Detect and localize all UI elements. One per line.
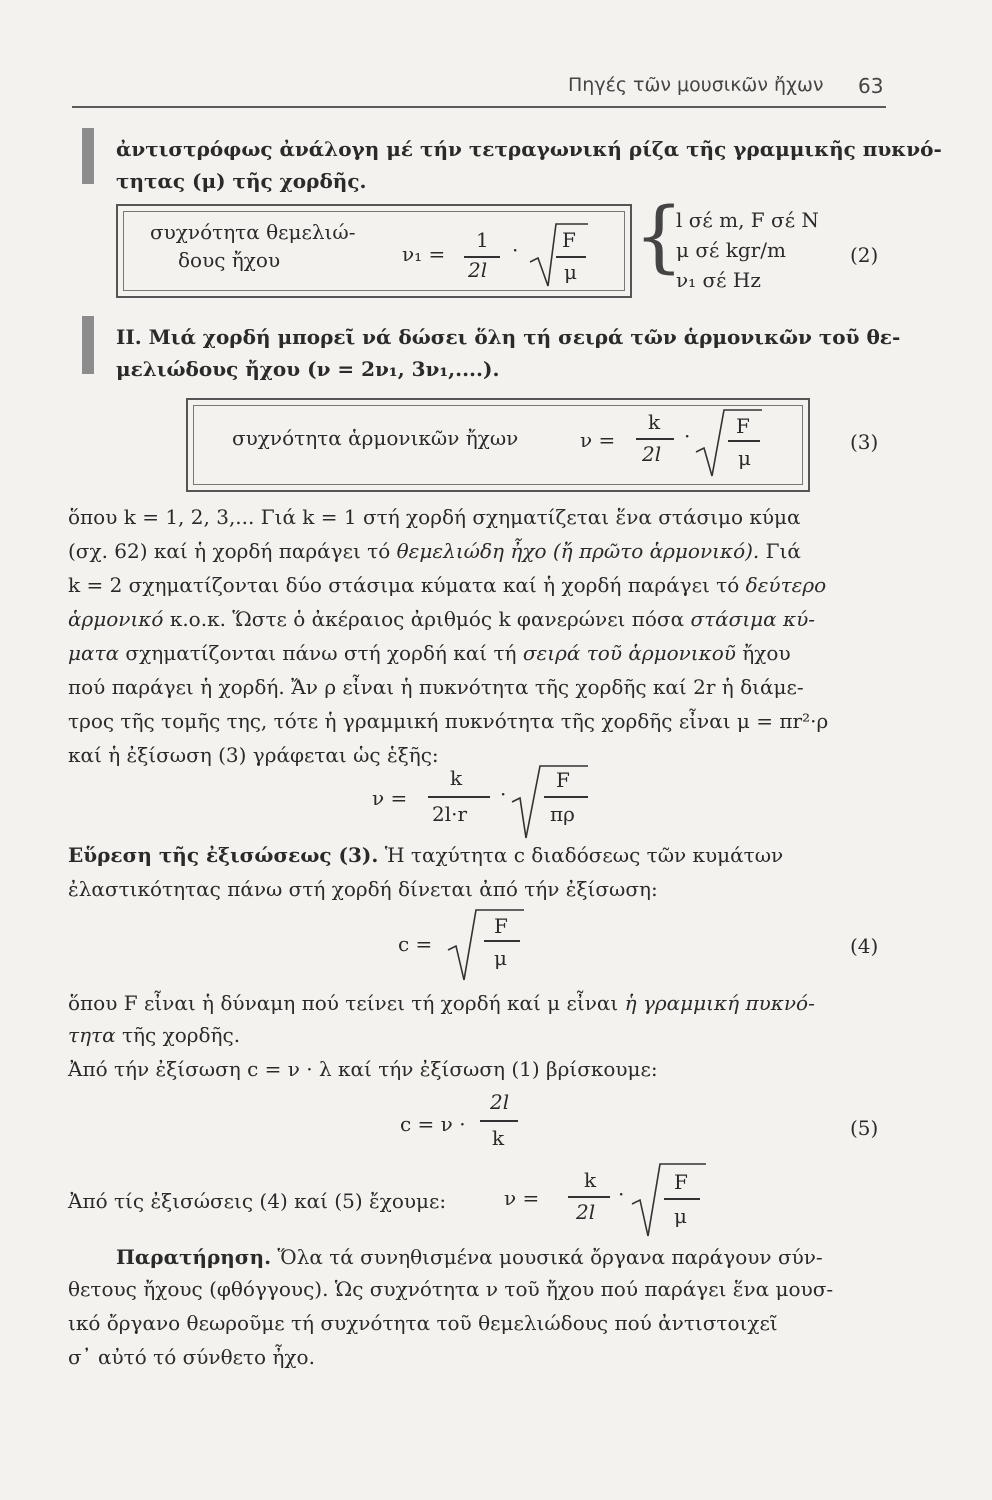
eq4-rad-den: μ [494,946,507,970]
eq5-den: k [492,1126,505,1150]
para1-line-5: ματα σχηματίζονται πάνω στή χορδή καί τή σειρά τοῦ ἁρμονικοῦ ἤχου [68,641,791,665]
para1-line-3: k = 2 σχηματίζονται δύο στάσιμα κύματα καί ἡ χορδή παράγει τό δεύτερο [68,573,827,597]
eqr-den: 2l·r [432,802,468,826]
eq-number-4: (4) [850,934,879,958]
eqr-lhs: ν = [372,786,408,810]
eqr-rad-bar [544,796,588,798]
eq-number-3: (3) [850,430,879,454]
eq5-fraction-bar [480,1120,518,1122]
intro-line-1: ἀντιστρόφως ἀνάλογη μέ τήν τετραγωνική ρίζα τῆς γραμμικῆς πυκνό- [116,137,942,161]
margin-bar [82,316,94,374]
eq-number-2: (2) [850,243,879,267]
note-line-4: σ᾽ αὐτό τό σύνθετο ἦχο. [68,1345,315,1369]
note-line-1: Παρατήρηση. Ὅλα τά συνηθισμένα μουσικά ὄργανα παράγουν σύν- [116,1245,823,1269]
box1-den: 2l [468,258,488,282]
box1-label-1: συχνότητα θεμελιώ- [150,220,356,244]
intro-line-2: τητας (μ) τῆς χορδῆς. [116,169,367,193]
para1-line-8: καί ἡ ἐξίσωση (3) γράφεται ὡς ἑξῆς: [68,743,439,767]
margin-bar [82,128,94,184]
box2-rad-num: F [736,414,750,438]
final-eq-rad-num: F [674,1170,688,1194]
box2-lhs: ν = [580,428,616,452]
running-header: Πηγές τῶν μουσικῶν ἤχων [568,74,824,96]
box2-radical [696,404,766,480]
final-eq-rad-den: μ [674,1204,687,1228]
box1-rad-den: μ [564,260,577,284]
para1-line-6: πού παράγει ἡ χορδή. Ἄν ρ εἶναι ἡ πυκνότητα τῆς χορδῆς καί 2r ἡ διάμε- [68,675,804,699]
final-eq-dot: · [618,1182,625,1206]
eq4-rad-num: F [494,914,508,938]
eqr-dot: · [500,782,507,806]
box2-rad-den: μ [738,446,751,470]
para2-line-1: Εὕρεση τῆς ἐξισώσεως (3). Ἡ ταχύτητα c διαδόσεως τῶν κυμάτων [68,843,784,867]
eq4-lhs: c = [398,932,433,956]
box1-unit-3: ν₁ σέ Hz [676,268,761,292]
box1-unit-1: l σέ m, F σέ N [676,208,819,232]
para1-line-7: τρος τῆς τομῆς της, τότε ἡ γραμμική πυκνότητα τῆς χορδῆς εἶναι μ = πr²·ρ [68,709,829,733]
units-brace: { [634,192,684,282]
header-rule [72,106,886,108]
note-line-2: θετους ἤχους (φθόγγους). Ὡς συχνότητα ν τοῦ ἤχου πού παράγει ἕνα μουσ- [68,1277,834,1301]
box1-radical [530,218,590,290]
page-number: 63 [858,74,884,98]
final-eq-fraction-bar [568,1196,610,1198]
eq5-num: 2l [490,1090,510,1114]
box2-label: συχνότητα ἁρμονικῶν ἤχων [232,426,519,450]
box1-rad-bar [556,256,586,258]
box2-num: k [648,410,661,434]
eq5-lhs: c = ν · [400,1112,466,1136]
box1-label-2: δους ἤχου [178,248,281,272]
final-eq-lhs: ν = [504,1186,540,1210]
eqr-num: k [450,766,463,790]
final-eq-text: Ἀπό τίς ἐξισώσεις (4) καί (5) ἔχουμε: [68,1189,447,1213]
final-eq-num: k [584,1168,597,1192]
para1-line-1: ὅπου k = 1, 2, 3,... Γιά k = 1 στή χορδή σχηματίζεται ἕνα στάσιμο κύμα [68,505,801,529]
rule2-line-1: II. Μιά χορδή μπορεῖ νά δώσει ὅλη τή σειρά τῶν ἁρμονικῶν τοῦ θε- [116,325,901,349]
final-eq-den: 2l [576,1200,596,1224]
eqr-rad-den: πρ [550,802,575,826]
box2-den: 2l [642,442,662,466]
eq-number-5: (5) [850,1116,879,1140]
para2-line-2: ἐλαστικότητας πάνω στή χορδή δίνεται ἀπό τήν ἐξίσωση: [68,877,658,901]
para3-line-1: ὅπου F εἶναι ἡ δύναμη πού τείνει τή χορδή καί μ εἶναι ἡ γραμμική πυκνό- [68,991,815,1015]
eqr-fraction-bar [428,796,490,798]
box2-fraction-bar [636,438,674,440]
para1-line-2: (σχ. 62) καί ἡ χορδή παράγει τό θεμελιώδη ἦχο (ἤ πρῶτο ἁρμονικό). Γιά [68,539,801,563]
box1-unit-2: μ σέ kgr/m [676,238,786,262]
para1-line-4: ἁρμονικό κ.ο.κ. Ὥστε ὁ ἀκέραιος ἀριθμός k φανερώνει πόσα στάσιμα κύ- [68,607,816,631]
box1-rad-num: F [562,228,576,252]
box1-dot: · [512,238,519,262]
rule2-line-2: μελιώδους ἤχου (ν = 2ν₁, 3ν₁,....). [116,357,500,381]
para3-line-3: Ἀπό τήν ἐξίσωση c = ν · λ καί τήν ἐξίσωση (1) βρίσκουμε: [68,1057,658,1081]
box1-lhs: ν₁ = [402,242,446,266]
final-eq-rad-bar [664,1198,700,1200]
para3-line-2: τητα τῆς χορδῆς. [68,1023,241,1047]
final-eq-radical [632,1160,712,1240]
box1-num: 1 [476,228,489,252]
eq4-radical [448,906,528,986]
box2-rad-bar [728,440,760,442]
eq4-rad-bar [484,940,520,942]
eqr-rad-num: F [556,768,570,792]
box2-dot: · [684,424,691,448]
note-line-3: ικό ὄργανο θεωροῦμε τή συχνότητα τοῦ θεμελιώδους πού ἀντιστοιχεῖ [68,1311,778,1335]
